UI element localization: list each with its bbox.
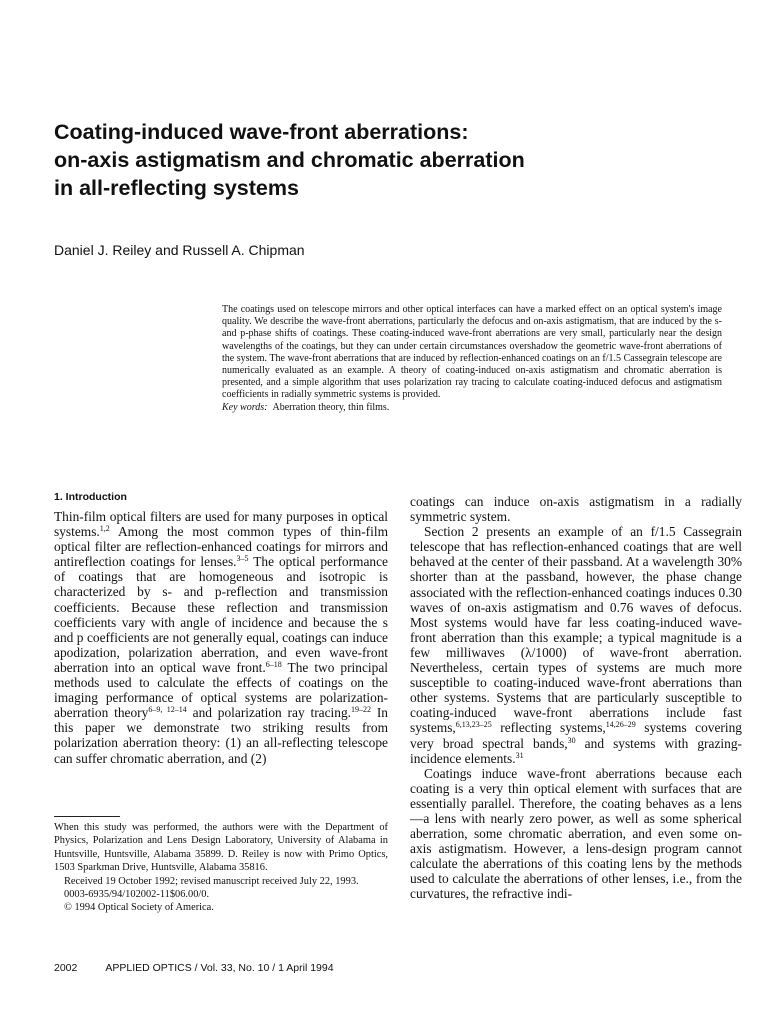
footnote-received: Received 19 October 1992; revised manuscript received July 22, 1993. [64, 875, 359, 887]
keywords-label: Key words: [222, 401, 268, 413]
intro-paragraph-2: Section 2 presents an example of an f/1.5 Cassegrain telescope that has reflection-enhanced coatings that are well behaved at the center of their passband. At a wavelength 30% shorter than at the passband, however, the phase change associated with the reflection-enhanced coatings induces 0.30 waves of on-axis astigmatism and 0.76 waves of defocus. Most systems would have far less coating-induced wave-front aberration than this example; a typical magnitude is a few milliwaves (λ/1000) of wave-front aberration. Nevertheless, certain types of systems are much more susceptible to coating-induced wave-front aberrations than other systems. Systems that are particularly susceptible to coating-induced wave-front aberrations include fast systems,$^{6,13,23-25}$ reflecting systems,$^{14,26-29}$ systems covering very broad spectral bands,$^{30}$ and systems with grazing-incidence elements.$^{31}$ [410, 524, 742, 766]
abstract-text: The coatings used on telescope mirrors and other optical interfaces can have a marked effect on an optical system's image quality. We describe the wave-front aberrations, particularly the defocus and on-axis astigmatism, that are induced by the s- and p-phase shifts of coatings. These coating-induced wave-front aberrations are very small, particularly near the design wavelengths of the coatings, but they can under certain circumstances overshadow the geometric wave-front aberrations of the system. The wave-front aberrations that are induced by reflection-enhanced coatings on an f/1.5 Cassegrain telescope are numerically evaluated as an example. A theory of coating-induced on-axis astigmatism and chromatic aberration is presented, and a simple algorithm that uses polarization ray tracing to calculate coating-induced defocus and astigmatism coefficients in radially symmetric systems is provided. [222, 304, 722, 401]
citation: 30 [567, 735, 576, 745]
title-line-1: Coating-induced wave-front aberrations: [54, 120, 469, 144]
footnote-affiliation: When this study was performed, the authors were with the Department of Physics, Polarization and Lens Design Laboratory, University of Alabama in Huntsville, Huntsville, Alabama 35899. D. Reiley is now with Primo Optics, 1503 Sparkman Drive, Huntsville, Alabama 35816. [54, 822, 388, 874]
footnote-copyright: © 1994 Optical Society of America. [64, 902, 214, 914]
footnote-divider [54, 816, 120, 817]
citation: 1,2 [99, 524, 110, 534]
section-heading: 1. Introduction [54, 491, 127, 503]
citation: 6–9, 12–14 [148, 705, 187, 715]
intro-paragraph-1-continued: coatings can induce on-axis astigmatism in a radially symmetric system. [410, 494, 742, 525]
title-line-3: in all-reflecting systems [54, 176, 299, 200]
citation: 19–22 [351, 705, 371, 715]
keywords [222, 402, 722, 414]
keywords-text: Aberration theory, thin films. [272, 401, 390, 413]
footnote [54, 821, 388, 915]
abstract [222, 304, 722, 414]
page-number: 2002 [54, 962, 78, 974]
journal-citation: APPLIED OPTICS / Vol. 33, No. 10 / 1 April 1994 [105, 962, 334, 974]
citation: 14,26–29 [605, 720, 636, 730]
citation: 6–18 [265, 659, 282, 669]
page-footer [54, 962, 334, 974]
paper-title [54, 118, 694, 202]
citation: 6,13,23–25 [455, 720, 492, 730]
citation: 31 [515, 750, 524, 760]
right-column [410, 494, 742, 902]
authors: Daniel J. Reiley and Russell A. Chipman [54, 242, 305, 258]
intro-paragraph-3: Coatings induce wave-front aberrations because each coating is a very thin optical element with surfaces that are essentially parallel. Therefore, the coating behaves as a lens—a lens with nearly zero power, as well as some spherical aberration, some chromatic aberration, and even some on-axis astigmatism. However, a lens-design program cannot calculate the aberrations of this coating lens by the methods used to calculate the aberrations of other lenses, i.e., from the curvatures, the refractive indi- [410, 765, 742, 902]
footnote-code: 0003-6935/94/102002-11$06.00/0. [64, 889, 210, 901]
title-line-2: on-axis astigmatism and chromatic aberration [54, 148, 525, 172]
intro-paragraph-1: Thin-film optical filters are used for many purposes in optical systems.$^{1,2}$ Among the most common types of thin-film optical filter are reflection-enhanced coatings for mirrors and antireflection coatings for lenses.$^{3-5}$ The optical performance of coatings that are homogeneous and isotropic is characterized by s- and p-reflection and transmission coefficients. Because these reflection and transmission coefficients vary with angle of incidence and because the s and p coefficients are not generally equal, coatings can induce apodization, polarization aberration, and even wave-front aberration into an optical wave front.$^{6-18}$ The two principal methods used to calculate the effects of coatings on the imaging performance of optical systems are polarization-aberration theory$^{6-9, 12-14}$ and polarization ray tracing.$^{19-22}$ In this paper we demonstrate two striking results from polarization aberration theory: (1) an all-reflecting telescope can suffer chromatic aberration, and (2) [54, 509, 388, 766]
citation: 3–5 [236, 554, 249, 564]
left-column [54, 491, 388, 766]
